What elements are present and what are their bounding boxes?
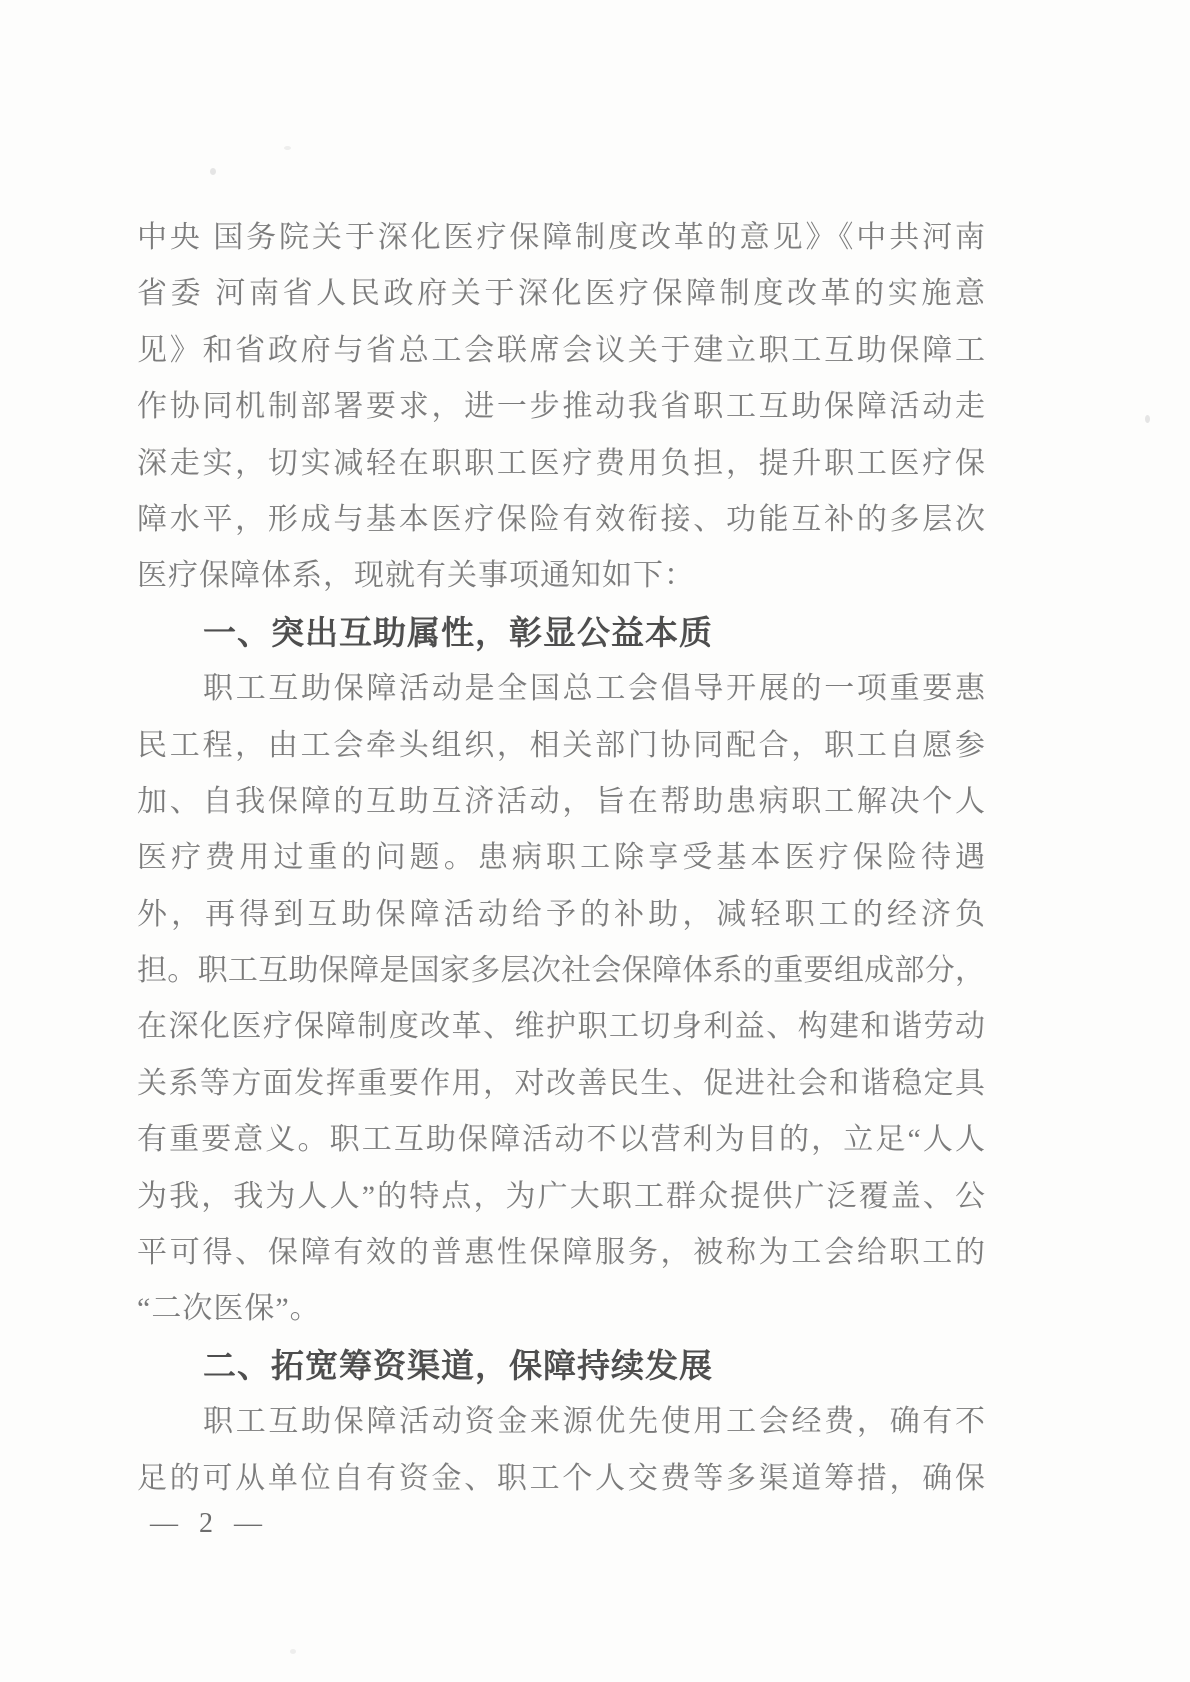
scan-speck (290, 1649, 296, 1654)
section-1-line: 加、自我保障的互助互济活动，旨在帮助患病职工解决个人 (137, 784, 985, 818)
scan-speck (210, 168, 216, 175)
intro-line: 作协同机制部署要求，进一步推动我省职工互助保障活动走 (137, 390, 985, 424)
section-1-line: “二次医保”。 (137, 1292, 321, 1326)
section-1-line: 职工互助保障活动是全国总工会倡导开展的一项重要惠 (203, 672, 985, 706)
section-1-line: 平可得、保障有效的普惠性保障服务，被称为工会给职工的 (137, 1236, 985, 1270)
section-2-line: 足的可从单位自有资金、职工个人交费等多渠道筹措，确保 (137, 1461, 985, 1495)
page-number: — 2 — (150, 1508, 269, 1539)
section-1-line: 外，再得到互助保障活动给予的补助，减轻职工的经济负 (137, 897, 985, 931)
intro-line: 障水平，形成与基本医疗保险有效衔接、功能互补的多层次 (137, 502, 985, 536)
intro-line: 中央 国务院关于深化医疗保障制度改革的意见》《中共河南 (137, 221, 985, 254)
section-2-line: 职工互助保障活动资金来源优先使用工会经费，确有不 (203, 1405, 985, 1439)
section-1-line: 医疗费用过重的问题。患病职工除享受基本医疗保险待遇 (137, 841, 985, 875)
section-1-line: 为我，我为人人”的特点，为广大职工群众提供广泛覆盖、公 (137, 1179, 985, 1213)
intro-line: 深走实，切实减轻在职职工医疗费用负担，提升职工医疗保 (137, 446, 985, 480)
document-body (137, 210, 985, 1507)
section-1-line: 担。职工互助保障是国家多层次社会保障体系的重要组成部分， (137, 954, 985, 988)
section-1-line: 民工程，由工会牵头组织，相关部门协同配合，职工自愿参 (137, 728, 985, 762)
intro-line: 见》和省政府与省总工会联席会议关于建立职工互助保障工 (137, 333, 985, 367)
intro-line: 省委 河南省人民政府关于深化医疗保障制度改革的实施意 (137, 277, 985, 311)
section-1-line: 关系等方面发挥重要作用，对改善民生、促进社会和谐稳定具 (137, 1066, 985, 1100)
section-2-heading: 二、拓宽筹资渠道，保障持续发展 (203, 1346, 713, 1384)
scan-speck (284, 146, 291, 150)
section-1-line: 在深化医疗保障制度改革、维护职工切身利益、构建和谐劳动 (137, 1010, 985, 1044)
intro-line: 医疗保障体系，现就有关事项通知如下： (137, 559, 695, 593)
section-1-heading: 一、突出互助属性，彰显公益本质 (203, 613, 713, 651)
scan-speck (1145, 415, 1150, 423)
section-1-line: 有重要意义。职工互助保障活动不以营利为目的，立足“人人 (137, 1123, 985, 1157)
